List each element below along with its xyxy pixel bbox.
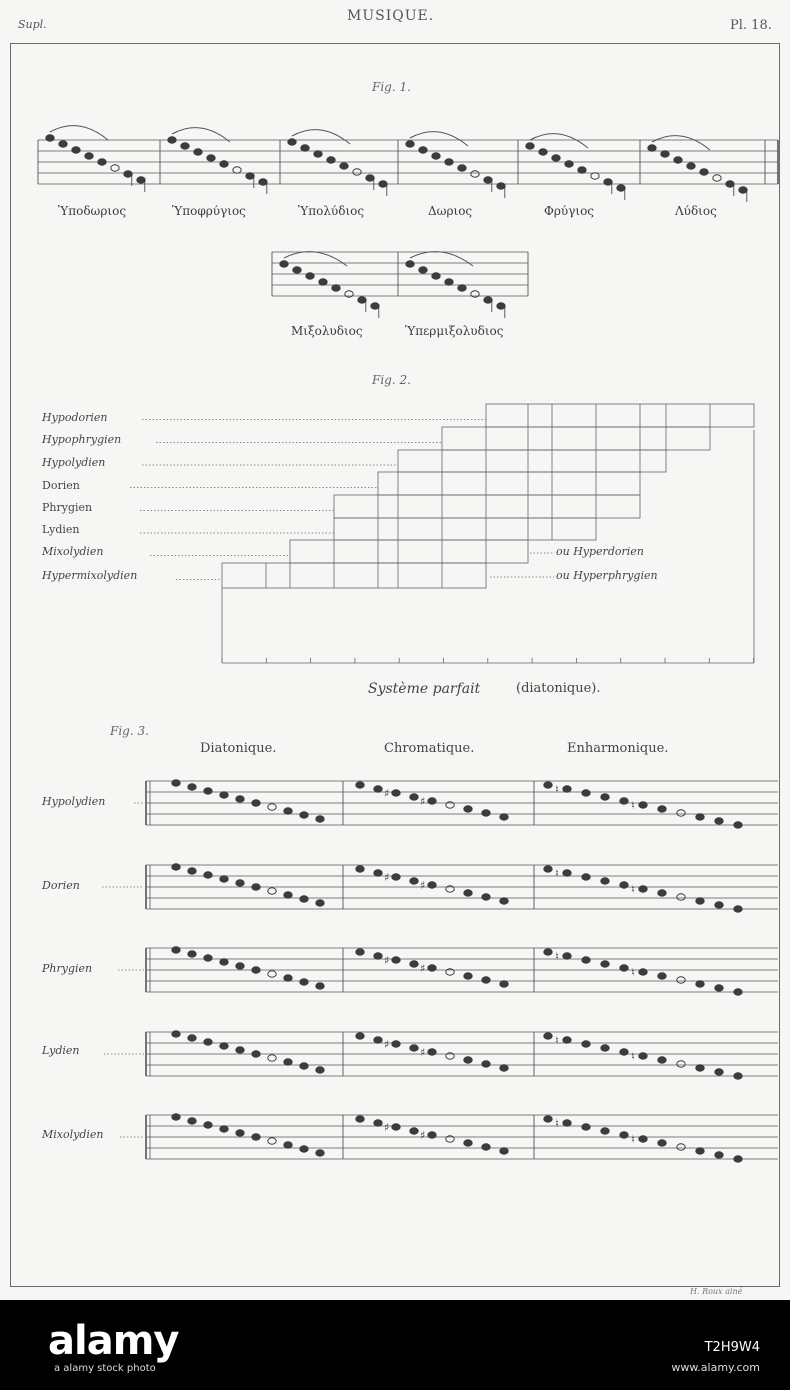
accidental-sharp: ♯ (420, 1129, 426, 1142)
accidental-sharp: ♯ (420, 962, 426, 975)
site-url: www.alamy.com (671, 1361, 760, 1374)
filled-note (172, 780, 180, 786)
accidental-natural: ♮ (631, 1133, 635, 1146)
filled-note (734, 1156, 742, 1162)
open-note (268, 804, 276, 810)
accidental-sharp: ♯ (420, 795, 426, 808)
fig2-caption-detail: (diatonique). (516, 681, 601, 696)
filled-note (500, 981, 508, 987)
filled-note (552, 155, 560, 161)
filled-note (445, 279, 453, 285)
filled-note (306, 273, 314, 279)
grid-row (486, 404, 754, 427)
filled-note (563, 870, 571, 876)
page-title: MUSIQUE. (347, 8, 435, 24)
fig2-mode-label: Hypolydien (42, 456, 106, 469)
filled-note (300, 979, 308, 985)
filled-note (500, 1065, 508, 1071)
filled-note (327, 157, 335, 163)
filled-note (358, 297, 366, 303)
open-note (111, 165, 119, 171)
filled-note (582, 874, 590, 880)
filled-note (601, 1128, 609, 1134)
filled-note (284, 892, 292, 898)
accidental-sharp: ♯ (420, 879, 426, 892)
filled-note (356, 1033, 364, 1039)
fig2-mode-label: Mixolydien (42, 545, 104, 558)
accidental-natural: ♮ (631, 966, 635, 979)
filled-note (379, 181, 387, 187)
fig2-mode-label: Hypodorien (42, 411, 108, 424)
filled-note (620, 882, 628, 888)
filled-note (582, 790, 590, 796)
filled-note (464, 1140, 472, 1146)
accidental-sharp: ♯ (384, 1121, 390, 1134)
greek-mode-name: Ὑπερμιξολυδιος (405, 324, 504, 338)
filled-note (236, 880, 244, 886)
filled-note (582, 957, 590, 963)
filled-note (458, 165, 466, 171)
filled-note (168, 137, 176, 143)
filled-note (374, 786, 382, 792)
filled-note (565, 161, 573, 167)
filled-note (539, 149, 547, 155)
filled-note (601, 961, 609, 967)
filled-note (220, 959, 228, 965)
filled-note (464, 1057, 472, 1063)
filled-note (601, 878, 609, 884)
filled-note (696, 814, 704, 820)
filled-note (188, 784, 196, 790)
filled-note (617, 185, 625, 191)
accidental-natural: ♮ (555, 1034, 559, 1047)
filled-note (497, 183, 505, 189)
filled-note (715, 818, 723, 824)
filled-note (715, 1152, 723, 1158)
fig2-alt-label: ou Hyperdorien (556, 545, 644, 558)
filled-note (696, 898, 704, 904)
filled-note (284, 975, 292, 981)
filled-note (46, 135, 54, 141)
filled-note (252, 800, 260, 806)
filled-note (301, 145, 309, 151)
open-note (677, 977, 685, 983)
filled-note (220, 161, 228, 167)
grid-row (334, 518, 596, 540)
slur (410, 252, 473, 266)
filled-note (582, 1041, 590, 1047)
filled-note (639, 1053, 647, 1059)
accidental-natural: ♮ (555, 783, 559, 796)
filled-note (259, 179, 267, 185)
filled-note (734, 1073, 742, 1079)
fig2-mode-label: Phrygien (42, 501, 93, 514)
filled-note (371, 303, 379, 309)
filled-note (601, 794, 609, 800)
filled-note (204, 1039, 212, 1045)
filled-note (340, 163, 348, 169)
filled-note (356, 1116, 364, 1122)
accidental-sharp: ♯ (384, 954, 390, 967)
accidental-natural: ♮ (555, 867, 559, 880)
open-note (677, 1061, 685, 1067)
fig2-mode-label: Hypermixolydien (42, 569, 138, 582)
grid-row (378, 472, 640, 495)
filled-note (98, 159, 106, 165)
slur (292, 130, 350, 144)
grid-row (290, 540, 528, 563)
slur (50, 126, 108, 140)
filled-note (544, 949, 552, 955)
filled-note (236, 796, 244, 802)
open-note (471, 171, 479, 177)
accidental-sharp: ♯ (384, 787, 390, 800)
filled-note (658, 890, 666, 896)
accidental-natural: ♮ (631, 1050, 635, 1063)
open-note (268, 1138, 276, 1144)
filled-note (188, 951, 196, 957)
filled-note (578, 167, 586, 173)
filled-note (220, 876, 228, 882)
filled-note (428, 882, 436, 888)
filled-note (59, 141, 67, 147)
filled-note (482, 1061, 490, 1067)
engraver-credit: H. Roux ainé (690, 1287, 743, 1296)
filled-note (428, 798, 436, 804)
slur (652, 136, 710, 150)
filled-note (464, 973, 472, 979)
filled-note (658, 973, 666, 979)
filled-note (188, 1035, 196, 1041)
open-note (591, 173, 599, 179)
filled-note (674, 157, 682, 163)
filled-note (204, 955, 212, 961)
filled-note (715, 902, 723, 908)
filled-note (124, 171, 132, 177)
filled-note (374, 1037, 382, 1043)
filled-note (563, 786, 571, 792)
filled-note (252, 1051, 260, 1057)
filled-note (582, 1124, 590, 1130)
filled-note (172, 864, 180, 870)
filled-note (458, 285, 466, 291)
filled-note (410, 1128, 418, 1134)
alamy-logo: alamy (48, 1318, 179, 1364)
filled-note (544, 1116, 552, 1122)
open-note (677, 894, 685, 900)
filled-note (700, 169, 708, 175)
filled-note (432, 153, 440, 159)
filled-note (500, 898, 508, 904)
filled-note (464, 890, 472, 896)
filled-note (374, 870, 382, 876)
fig3-column-header: Diatonique. (200, 741, 277, 756)
fig2-mode-label: Lydien (42, 523, 80, 536)
filled-note (85, 153, 93, 159)
filled-note (428, 1132, 436, 1138)
filled-note (293, 267, 301, 273)
filled-note (482, 1144, 490, 1150)
filled-note (280, 261, 288, 267)
fig2-mode-label: Hypophrygien (42, 433, 122, 446)
filled-note (544, 782, 552, 788)
accidental-natural: ♮ (555, 1117, 559, 1130)
filled-note (563, 953, 571, 959)
fig2-caption: Système parfait (368, 681, 481, 697)
filled-note (482, 810, 490, 816)
filled-note (500, 1148, 508, 1154)
filled-note (484, 177, 492, 183)
filled-note (432, 273, 440, 279)
filled-note (715, 985, 723, 991)
open-note (353, 169, 361, 175)
grid-row (334, 495, 640, 518)
accidental-natural: ♮ (555, 950, 559, 963)
accidental-natural: ♮ (631, 883, 635, 896)
filled-note (194, 149, 202, 155)
filled-note (696, 1148, 704, 1154)
filled-note (639, 1136, 647, 1142)
filled-note (172, 1031, 180, 1037)
filled-note (252, 1134, 260, 1140)
filled-note (300, 1146, 308, 1152)
greek-mode-name: Φρύγιος (544, 204, 595, 218)
filled-note (392, 1041, 400, 1047)
filled-note (172, 947, 180, 953)
open-note (677, 1144, 685, 1150)
fig2-alt-label: ou Hyperphrygien (556, 569, 658, 582)
fig3-row-label: Mixolydien (42, 1128, 104, 1141)
open-note (268, 971, 276, 977)
filled-note (252, 967, 260, 973)
slur (530, 134, 588, 148)
accidental-sharp: ♯ (384, 871, 390, 884)
filled-note (734, 822, 742, 828)
grid-row (222, 563, 486, 588)
filled-note (639, 886, 647, 892)
filled-note (236, 1047, 244, 1053)
filled-note (658, 1140, 666, 1146)
filled-note (252, 884, 260, 890)
filled-note (314, 151, 322, 157)
filled-note (428, 965, 436, 971)
filled-note (72, 147, 80, 153)
grid-row (398, 450, 666, 472)
filled-note (410, 878, 418, 884)
filled-note (319, 279, 327, 285)
filled-note (374, 953, 382, 959)
filled-note (207, 155, 215, 161)
fig3-label: Fig. 3. (110, 724, 149, 738)
filled-note (392, 1124, 400, 1130)
accidental-sharp: ♯ (420, 1046, 426, 1059)
image-id: T2H9W4 (704, 1340, 760, 1355)
filled-note (181, 143, 189, 149)
filled-note (620, 965, 628, 971)
open-note (268, 888, 276, 894)
filled-note (410, 1045, 418, 1051)
filled-note (284, 1142, 292, 1148)
greek-mode-name: Δωριος (428, 204, 473, 218)
filled-note (696, 1065, 704, 1071)
filled-note (620, 1132, 628, 1138)
filled-note (410, 794, 418, 800)
greek-mode-name: Μιξολυδιος (291, 324, 363, 338)
filled-note (639, 969, 647, 975)
supplement-label: Supl. (18, 18, 47, 31)
filled-note (316, 1150, 324, 1156)
open-note (677, 810, 685, 816)
filled-note (406, 261, 414, 267)
filled-note (739, 187, 747, 193)
filled-note (172, 1114, 180, 1120)
filled-note (544, 1033, 552, 1039)
filled-note (639, 802, 647, 808)
filled-note (620, 1049, 628, 1055)
filled-note (601, 1045, 609, 1051)
filled-note (236, 963, 244, 969)
fig3-row-label: Dorien (42, 879, 80, 892)
filled-note (445, 159, 453, 165)
filled-note (484, 297, 492, 303)
open-note (233, 167, 241, 173)
filled-note (392, 790, 400, 796)
greek-mode-name: Ὑπολύδιος (298, 204, 365, 218)
filled-note (658, 1057, 666, 1063)
filled-note (392, 957, 400, 963)
open-note (268, 1055, 276, 1061)
fig3-row-label: Hypolydien (42, 795, 106, 808)
filled-note (406, 141, 414, 147)
filled-note (734, 989, 742, 995)
accidental-natural: ♮ (631, 799, 635, 812)
greek-mode-name: Ὑποφρύγιος (172, 204, 246, 218)
filled-note (204, 1122, 212, 1128)
filled-note (658, 806, 666, 812)
filled-note (204, 788, 212, 794)
filled-note (220, 1126, 228, 1132)
plate-number: Pl. 18. (730, 18, 772, 33)
filled-note (648, 145, 656, 151)
slur (410, 132, 468, 146)
filled-note (284, 808, 292, 814)
filled-note (410, 961, 418, 967)
filled-note (332, 285, 340, 291)
filled-note (366, 175, 374, 181)
filled-note (356, 866, 364, 872)
filled-note (204, 872, 212, 878)
filled-note (715, 1069, 723, 1075)
grid-row (442, 427, 710, 450)
filled-note (419, 267, 427, 273)
filled-note (316, 1067, 324, 1073)
filled-note (419, 147, 427, 153)
filled-note (236, 1130, 244, 1136)
filled-note (316, 983, 324, 989)
filled-note (300, 896, 308, 902)
filled-note (696, 981, 704, 987)
filled-note (316, 900, 324, 906)
fig2-label: Fig. 2. (372, 373, 411, 387)
filled-note (687, 163, 695, 169)
accidental-sharp: ♯ (384, 1038, 390, 1051)
filled-note (661, 151, 669, 157)
filled-note (316, 816, 324, 822)
filled-note (300, 1063, 308, 1069)
filled-note (500, 814, 508, 820)
filled-note (392, 874, 400, 880)
filled-note (356, 949, 364, 955)
filled-note (188, 868, 196, 874)
filled-note (726, 181, 734, 187)
fig3-row-label: Phrygien (42, 962, 93, 975)
filled-note (482, 894, 490, 900)
filled-note (482, 977, 490, 983)
filled-note (220, 792, 228, 798)
filled-note (563, 1120, 571, 1126)
greek-mode-name: Λύδιος (675, 204, 717, 218)
filled-note (563, 1037, 571, 1043)
fig1-label: Fig. 1. (372, 80, 411, 94)
filled-note (188, 1118, 196, 1124)
filled-note (288, 139, 296, 145)
filled-note (284, 1059, 292, 1065)
slur (284, 252, 347, 266)
filled-note (604, 179, 612, 185)
watermark-text: a alamy stock photo (54, 1363, 156, 1374)
filled-note (137, 177, 145, 183)
filled-note (734, 906, 742, 912)
filled-note (246, 173, 254, 179)
filled-note (497, 303, 505, 309)
fig3-column-header: Chromatique. (384, 741, 475, 756)
filled-note (544, 866, 552, 872)
filled-note (374, 1120, 382, 1126)
filled-note (428, 1049, 436, 1055)
open-note (713, 175, 721, 181)
fig2-mode-label: Dorien (42, 479, 80, 492)
filled-note (300, 812, 308, 818)
filled-note (220, 1043, 228, 1049)
fig3-row-label: Lydien (42, 1044, 80, 1057)
filled-note (526, 143, 534, 149)
fig3-column-header: Enharmonique. (567, 741, 669, 756)
filled-note (620, 798, 628, 804)
filled-note (464, 806, 472, 812)
filled-note (356, 782, 364, 788)
greek-mode-name: Ὑποδωριος (58, 204, 127, 218)
